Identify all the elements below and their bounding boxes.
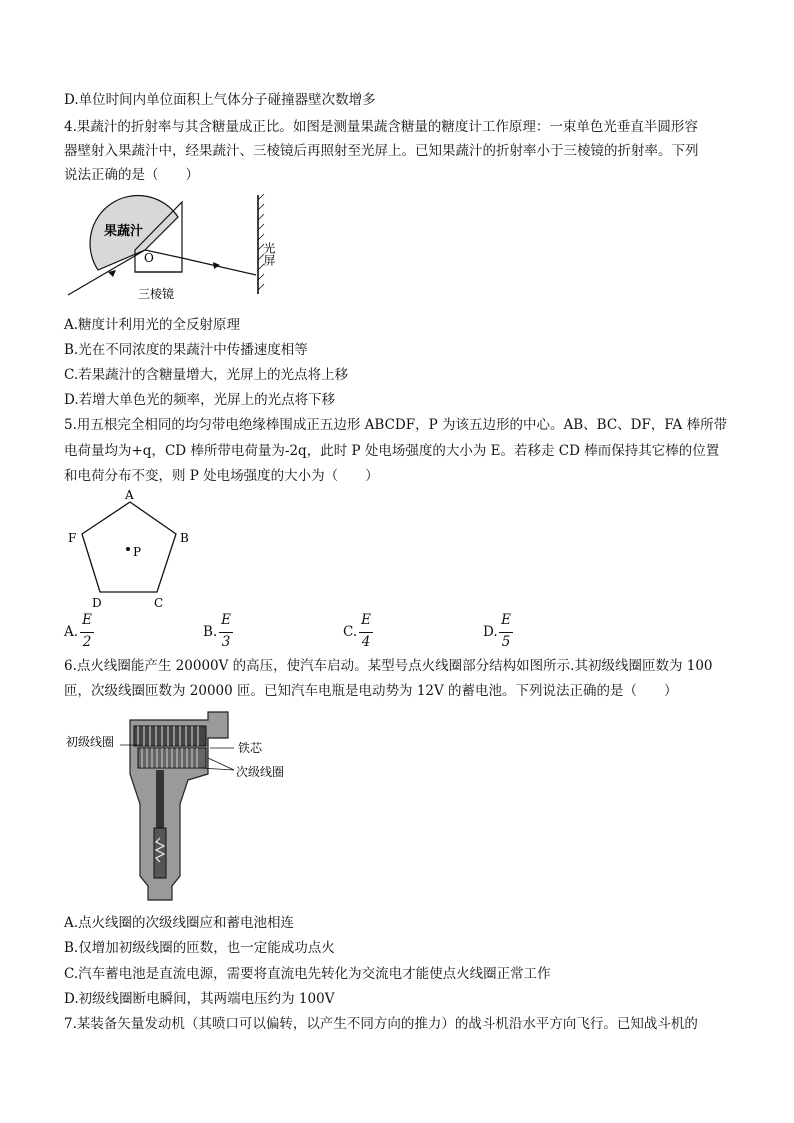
q5-option-a	[64, 612, 104, 652]
fraction-denominator: 3	[221, 634, 231, 650]
prism-label: 三棱镜	[138, 287, 175, 301]
q5-stem-line-3: 和电荷分布不变，则 P 处电场强度的大小为（ ）	[64, 468, 379, 484]
ignition-coil-figure	[60, 708, 305, 903]
refractometer-figure	[60, 190, 290, 305]
q3-option-d: D.单位时间内单位面积上气体分子碰撞器壁次数增多	[64, 92, 376, 108]
secondary-coil-label: 次级线圈	[236, 765, 285, 779]
screen-label: 光屏	[262, 242, 276, 266]
option-label: A.	[64, 624, 79, 640]
q7-stem-line-1: 7.某装备矢量发动机（其喷口可以偏转，以产生不同方向的推力）的战斗机沿水平方向飞行。已知战斗机的	[64, 1016, 698, 1032]
fraction-denominator: 5	[501, 634, 511, 650]
primary-coil-label: 初级线圈	[66, 735, 115, 749]
q4-stem-line-3: 说法正确的是（ ）	[64, 167, 199, 183]
vertex-f: F	[68, 531, 77, 545]
center-p: P	[133, 545, 142, 559]
q4-option-b: B.光在不同浓度的果蔬汁中传播速度相等	[64, 342, 308, 358]
fraction-numerator: E	[501, 612, 511, 628]
vertex-b: B	[180, 531, 189, 545]
q6-option-d: D.初级线圈断电瞬间，其两端电压约为 100V	[64, 991, 335, 1007]
q4-stem-line-2: 器壁射入果蔬汁中，经果蔬汁、三棱镜后再照射至光屏上。已知果蔬汁的折射率小于三棱镜的折射率。下列	[64, 143, 699, 159]
vertex-c: C	[154, 596, 164, 610]
q4-option-c: C.若果蔬汁的含糖量增大，光屏上的光点将上移	[64, 367, 349, 383]
option-label: B.	[203, 624, 218, 640]
option-label: C.	[343, 624, 358, 640]
q5-stem-line-2: 电荷量均为+q，CD 棒所带电荷量为-2q，此时 P 处电场强度的大小为 E。若移走 CD 棒而保持其它棒的位置	[64, 443, 720, 459]
pentagon-shape	[82, 502, 176, 592]
q6-stem-line-1: 6.点火线圈能产生 20000V 的高压，使汽车启动。某型号点火线圈部分结构如图所示.其初级线圈匝数为 100	[64, 658, 713, 674]
q5-option-c	[343, 612, 383, 652]
q4-stem-line-1: 4.果蔬汁的折射率与其含糖量成正比。如图是测量果蔬含糖量的糖度计工作原理：一束单色光垂直半圆形容	[64, 119, 698, 135]
center-point	[126, 547, 130, 551]
q5-option-b	[203, 612, 243, 652]
fraction-numerator: E	[361, 612, 371, 628]
option-label: D.	[483, 624, 498, 640]
fraction-denominator: 2	[82, 634, 92, 650]
fraction-bar	[359, 632, 373, 633]
q6-option-c: C.汽车蓄电池是直流电源，需要将直流电先转化为交流电才能使点火线圈正常工作	[64, 966, 551, 982]
juice-label: 果蔬汁	[104, 224, 144, 239]
fraction-bar	[219, 632, 233, 633]
refracted-ray-2	[182, 258, 256, 275]
q6-option-a: A.点火线圈的次级线圈应和蓄电池相连	[64, 915, 295, 931]
q5-option-d	[483, 612, 523, 652]
vertex-d: D	[92, 596, 102, 610]
fraction-denominator: 4	[361, 634, 371, 650]
q6-stem-line-2: 匝，次级线圈匝数为 20000 匝。已知汽车电瓶是电动势为 12V 的蓄电池。下列说法正确的是（ ）	[64, 683, 678, 699]
core-label: 铁芯	[238, 741, 263, 755]
fraction-bar	[80, 632, 94, 633]
vertex-a: A	[125, 488, 134, 502]
q4-option-d: D.若增大单色光的频率，光屏上的光点将下移	[64, 392, 336, 408]
fraction-numerator: E	[82, 612, 92, 628]
q5-stem-line-1: 5.用五根完全相同的均匀带电绝缘棒围成正五边形 ABCDF，P 为该五边形的中心。AB、BC、DF，FA 棒所带	[64, 417, 728, 433]
center-o-label: O	[144, 251, 154, 265]
fraction-numerator: E	[221, 612, 231, 628]
q4-option-a: A.糖度计利用光的全反射原理	[64, 317, 241, 333]
fraction-bar	[499, 632, 513, 633]
pentagon-figure	[60, 486, 210, 611]
q6-option-b: B.仅增加初级线圈的匝数，也一定能成功点火	[64, 940, 335, 956]
